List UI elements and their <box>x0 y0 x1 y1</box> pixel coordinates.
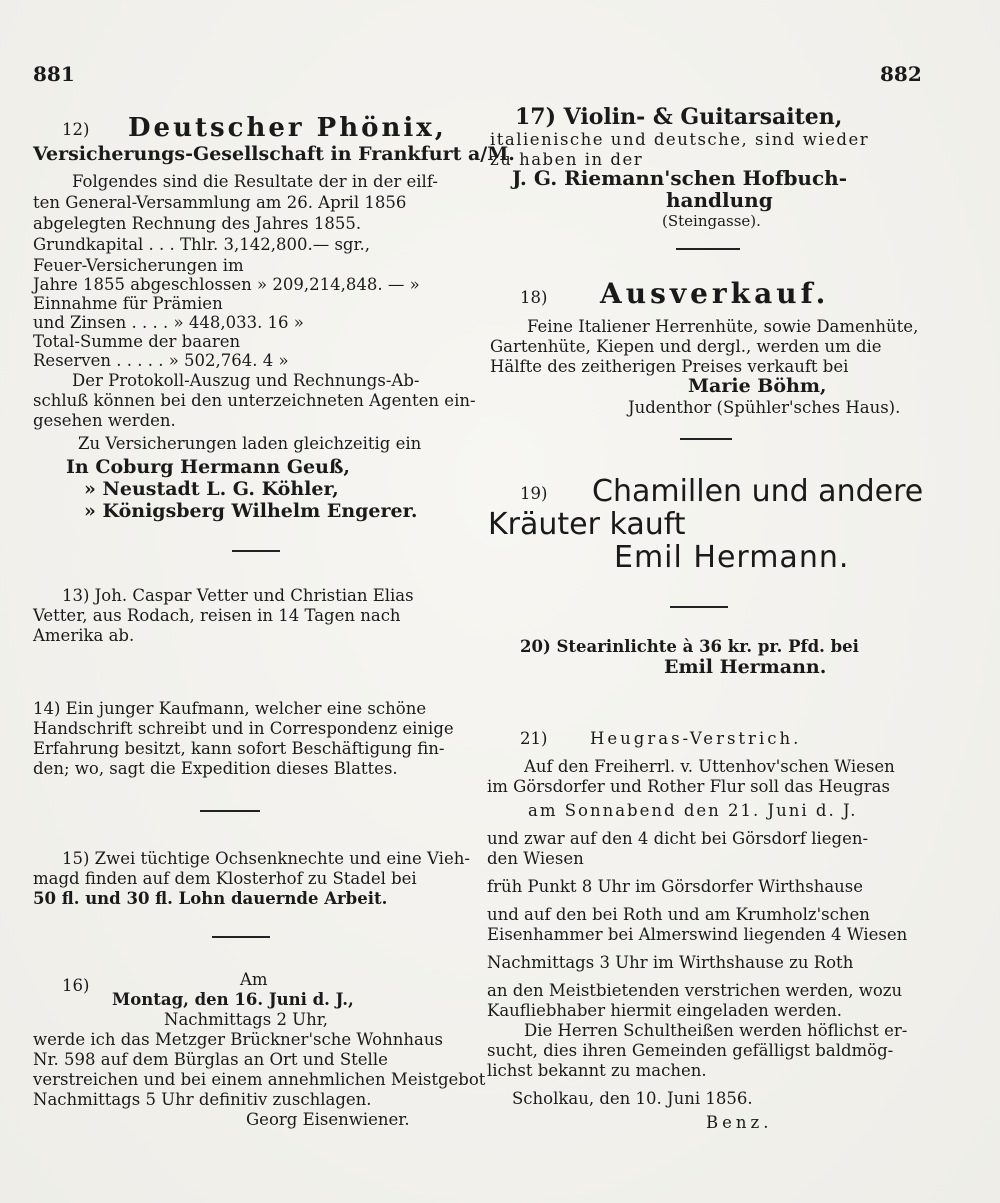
text-line: Die Herren Schultheißen werden höflichst er- <box>524 1021 908 1040</box>
text-line: werde ich das Metzger Brückner'sche Wohnhaus <box>33 1030 443 1049</box>
signature: Georg Eisenwiener. <box>246 1110 410 1129</box>
agent-line: In Coburg Hermann Geuß, <box>66 456 351 478</box>
shop-location: (Steingasse). <box>662 212 761 230</box>
text-line: und auf den bei Roth und am Krumholz'schen <box>487 905 870 924</box>
text-line: am Sonnabend den 21. Juni d. J. <box>528 801 858 820</box>
text-line: italienische und deutsche, sind wieder <box>490 130 870 149</box>
buyer-name: Emil Hermann. <box>614 540 850 575</box>
text-line: Feuer-Versicherungen im <box>33 256 244 275</box>
agent-line: » Neustadt L. G. Köhler, <box>84 478 339 500</box>
ad-number: 18) <box>520 288 548 307</box>
text-line: Nachmittags 3 Uhr im Wirthshause zu Roth <box>487 953 854 972</box>
text-line: abgelegten Rechnung des Jahres 1855. <box>33 214 362 233</box>
ad-number: 21) <box>520 729 548 748</box>
text-line: magd finden auf dem Klosterhof zu Stadel bei <box>33 869 417 888</box>
text-line: sucht, dies ihren Gemeinden gefälligst baldmög- <box>487 1041 894 1060</box>
text-line: schluß können bei den unterzeichneten Agenten ein- <box>33 391 476 410</box>
text-line: den Wiesen <box>487 849 584 868</box>
page-number-left: 881 <box>33 62 75 86</box>
text-line: Nachmittags 5 Uhr definitiv zuschlagen. <box>33 1090 372 1109</box>
text-line: Vetter, aus Rodach, reisen in 14 Tagen nach <box>33 606 401 625</box>
text-line: gesehen werden. <box>33 411 176 430</box>
text-line: 14) Ein junger Kaufmann, welcher eine schöne <box>33 699 427 718</box>
ad-heading: Chamillen und andere <box>592 474 924 509</box>
separator-rule <box>680 438 732 440</box>
text-line: Zu Versicherungen laden gleichzeitig ein <box>78 434 422 453</box>
ad-number: 16) <box>62 976 90 995</box>
text-line: Total-Summe der baaren <box>33 332 241 351</box>
text-line: früh Punkt 8 Uhr im Görsdorfer Wirthshause <box>487 877 864 896</box>
page-number-right: 882 <box>880 62 922 86</box>
text-line: Handschrift schreibt und in Correspondenz einige <box>33 719 454 738</box>
text-line: Erfahrung besitzt, kann sofort Beschäftigung fin- <box>33 739 445 758</box>
text-line: ten General-Versammlung am 26. April 1856 <box>33 193 407 212</box>
text-line: zu haben in der <box>490 150 644 169</box>
separator-rule <box>670 606 728 608</box>
text-line: an den Meistbietenden verstrichen werden, wozu <box>487 981 903 1000</box>
text-line: und zwar auf den 4 dicht bei Görsdorf liegen- <box>487 829 869 848</box>
ad-number: 19) <box>520 484 548 503</box>
text-line: Folgendes sind die Resultate der in der eilf- <box>72 172 438 191</box>
ad-heading: Ausverkauf. <box>600 277 830 310</box>
text-line: Der Protokoll-Auszug und Rechnungs-Ab- <box>72 371 420 390</box>
shop-name: handlung <box>666 188 773 212</box>
text-line: und Zinsen . . . . » 448,033. 16 » <box>33 313 304 332</box>
text-line: Jahre 1855 abgeschlossen » 209,214,848. — » <box>33 275 420 294</box>
text-line: 13) Joh. Caspar Vetter und Christian Elias <box>62 586 414 605</box>
text-line: lichst bekannt zu machen. <box>487 1061 707 1080</box>
ad-heading: 17) Violin- & Guitarsaiten, <box>515 104 843 130</box>
dateline: Scholkau, den 10. Juni 1856. <box>512 1089 753 1108</box>
separator-rule <box>676 248 740 250</box>
text-line: Amerika ab. <box>33 626 135 645</box>
text-line: Kaufliebhaber hiermit eingeladen werden. <box>487 1001 842 1020</box>
text-line: 20) Stearinlichte à 36 kr. pr. Pfd. bei <box>520 637 859 656</box>
text-line: Reserven . . . . . » 502,764. 4 » <box>33 351 289 370</box>
signature: Benz. <box>706 1113 773 1132</box>
separator-rule <box>200 810 260 812</box>
ad-heading: Deutscher Phönix, <box>128 113 447 143</box>
ad-heading: Kräuter kauft <box>488 507 686 542</box>
text-line: Eisenhammer bei Almerswind liegenden 4 Wiesen <box>487 925 908 944</box>
text-line: 15) Zwei tüchtige Ochsenknechte und eine Vieh- <box>62 849 470 868</box>
text-line: Montag, den 16. Juni d. J., <box>112 990 354 1009</box>
text-line: Feine Italiener Herrenhüte, sowie Damenhüte, <box>527 317 919 336</box>
shop-name: J. G. Riemann'schen Hofbuch- <box>512 166 847 190</box>
separator-rule <box>212 936 270 938</box>
text-line: im Görsdorfer und Rother Flur soll das Heugras <box>487 777 890 796</box>
ad-subheading: Versicherungs-Gesellschaft in Frankfurt a/M. <box>33 143 515 165</box>
text-line: den; wo, sagt die Expedition dieses Blattes. <box>33 759 398 778</box>
ad-number: 12) <box>62 120 90 139</box>
text-line: 50 fl. und 30 fl. Lohn dauernde Arbeit. <box>33 889 388 908</box>
separator-rule <box>232 550 280 552</box>
text-line: Auf den Freiherrl. v. Uttenhov'schen Wiesen <box>524 757 895 776</box>
text-line: Nachmittags 2 Uhr, <box>164 1010 329 1029</box>
agent-line: » Königsberg Wilhelm Engerer. <box>84 500 418 522</box>
seller-name: Emil Hermann. <box>664 656 827 678</box>
text-line: Einnahme für Prämien <box>33 294 223 313</box>
text-line: verstreichen und bei einem annehmlichen Meistgebot <box>33 1070 486 1089</box>
text-line: Gartenhüte, Kiepen und dergl., werden um die <box>490 337 882 356</box>
text-line: Hälfte des zeitherigen Preises verkauft bei <box>490 357 849 376</box>
seller-address: Judenthor (Spühler'sches Haus). <box>628 398 901 417</box>
seller-name: Marie Böhm, <box>688 375 827 397</box>
text-line: Nr. 598 auf dem Bürglas an Ort und Stelle <box>33 1050 388 1069</box>
text-line: Grundkapital . . . Thlr. 3,142,800.— sgr., <box>33 235 371 254</box>
text-line: Am <box>240 970 268 989</box>
ad-heading: Heugras-Verstrich. <box>590 729 802 748</box>
